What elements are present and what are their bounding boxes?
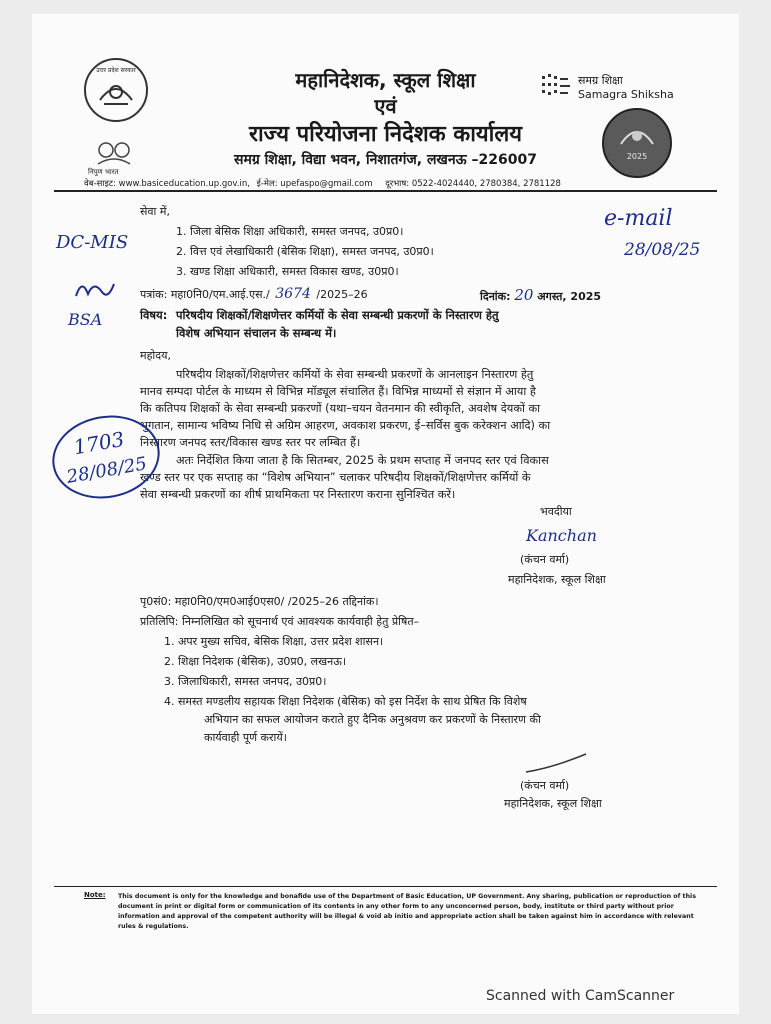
paragraph-1 [140, 366, 700, 451]
reference-line [140, 286, 368, 302]
copy-signer-name: (कंचन वर्मा) [520, 779, 570, 792]
contact-line [84, 178, 561, 189]
paragraph-line: भुगतान, सामान्य भविष्य निधि से अग्रिम आहरण, अवकाश प्रकरण, ई–सर्विस बुक करेक्शन आदि) का [140, 419, 551, 432]
footer-note-text: This document is only for the knowledge and bonafide use of the Department of Basic Education, UP Government. Any sharing, publication or reproduction of this document in print or digital form or communication of its contents in any other form to any unconcerned person, body, institute or third party without prior information and approval of the competent authority will be illegal & void ab initio and appropriate action shall be taken against him in accordance with relevant rules & regulations. [118, 893, 696, 930]
header-address: समग्र शिक्षा, विद्या भवन, निशातगंज, लखनऊ –226007 [234, 152, 537, 168]
copy-item-4-line: अभियान का सफल आयोजन कराते हुए दैनिक अनुश्रवण कर प्रकरणों के निस्तारण की [204, 713, 541, 726]
document-page [32, 14, 739, 1014]
paragraph-line: अतः निर्देशित किया जाता है कि सितम्बर, 2025 के प्रथम सप्ताह में जनपद स्तर एवं विकास [176, 454, 549, 467]
salutation: सेवा में, [140, 205, 170, 218]
signature: Kanchan [526, 526, 597, 545]
copy-item-4-line: कार्यवाही पूर्ण करायें। [204, 731, 287, 744]
samagra-shiksha-logo-hindi: समग्र शिक्षा [578, 74, 623, 87]
date-rest: अगस्त, 2025 [537, 290, 602, 303]
paragraph-line: परिषदीय शिक्षकों/शिक्षणेत्तर कर्मियों के सेवा सम्बन्धी प्रकरणों के आनलाइन निस्तारण हेतु [176, 368, 534, 381]
signer-title: महानिदेशक, स्कूल शिक्षा [508, 573, 606, 586]
samagra-shiksha-logo-english: Samagra Shiksha [578, 88, 674, 101]
paragraph-line: खण्ड स्तर पर एक सप्ताह का “विशेष अभियान” चलाकर परिषदीय शिक्षकों/शिक्षणेत्तर कर्मियों के [140, 471, 531, 484]
header-title-2: एवं [374, 94, 397, 118]
date-line [480, 286, 601, 304]
handwritten-date-day: 20 [514, 286, 534, 304]
subject-line-2: विशेष अभियान संचालन के सम्बन्ध में। [176, 326, 337, 340]
handwritten-date: 28/08/25 [624, 240, 701, 260]
letter-year: /2025–26 [316, 288, 368, 301]
handwritten-letter-number: 3674 [275, 286, 311, 302]
recipient-item: 3. खण्ड शिक्षा अधिकारी, समस्त विकास खण्ड, उ0प्र0। [176, 265, 399, 278]
signature-mark-icon [522, 752, 592, 776]
signer-name: (कंचन वर्मा) [520, 553, 570, 566]
copy-heading: प्रतिलिपि: निम्नलिखित को सूचनार्थ एवं आवश्यक कार्यवाही हेतु प्रेषित– [140, 615, 420, 628]
header-divider [54, 190, 717, 192]
subject-line-1: परिषदीय शिक्षकों/शिक्षणेत्तर कर्मियों के सेवा सम्बन्धी प्रकरणों के निस्तारण हेतु [176, 308, 499, 322]
badge-year: 2025 [626, 152, 648, 161]
recipient-item: 2. वित्त एवं लेखाधिकारी (बेसिक शिक्षा), समस्त जनपद, उ0प्र0। [176, 245, 434, 258]
greeting: महोदय, [140, 349, 171, 362]
receipt-date: 28/08/25 [65, 453, 149, 488]
closing: भवदीया [540, 505, 572, 518]
paragraph-2 [140, 452, 700, 503]
handwritten-email: e-mail [604, 206, 673, 231]
letter-number: पत्रांक: महा0नि0/एम.आई.एस./ [140, 288, 270, 301]
paragraph-line: मानव सम्पदा पोर्टल के माध्यम से विभिन्न मॉड्यूल संचालित हैं। विभिन्न माध्यमों से संज्ञान में आया है [140, 385, 536, 398]
event-badge [602, 108, 672, 178]
copy-item-4-line: 4. समस्त मण्डलीय सहायक शिक्षा निदेशक (बेसिक) को इस निर्देश के साथ प्रेषित कि विशेष [164, 695, 527, 708]
badge-icon [617, 120, 657, 148]
recipient-item: 1. जिला बेसिक शिक्षा अधिकारी, समस्त जनपद, उ0प्र0। [176, 225, 404, 238]
header-title-1: महानिदेशक, स्कूल शिक्षा [295, 68, 476, 92]
samagra-shiksha-icon [540, 72, 572, 100]
copy-item: 2. शिक्षा निदेशक (बेसिक), उ0प्र0, लखनऊ। [164, 655, 347, 668]
handwritten-initials-icon [72, 276, 118, 306]
nipun-bharat-caption: निपुण भारत [88, 168, 119, 176]
receipt-number: 1703 [71, 426, 127, 460]
copy-reference: पृ0सं0: महा0नि0/एम0आई0एस0/ /2025–26 तद्दिनांक। [140, 595, 379, 608]
copy-item: 1. अपर मुख्य सचिव, बेसिक शिक्षा, उत्तर प्रदेश शासन। [164, 635, 384, 648]
paragraph-line: कि कतिपय शिक्षकों के सेवा सम्बन्धी प्रकरणों (यथा–चयन वेतनमान की स्वीकृति, अवशेष देयकों का [140, 402, 541, 415]
paragraph-line: निस्तारण जनपद स्तर/विकास खण्ड स्तर पर लम्बित हैं। [140, 436, 361, 449]
copy-signer-title: महानिदेशक, स्कूल शिक्षा [504, 797, 602, 810]
handwritten-dc-mis: DC-MIS [56, 232, 129, 253]
emblem-text: उत्तर प्रदेश सरकार [96, 67, 136, 74]
footer-note-label: Note: [84, 891, 106, 899]
camscanner-watermark: Scanned with CamScanner [486, 988, 675, 1004]
email: ई-मेल: upefaspo@gmail.com [256, 179, 373, 189]
website: वेब-साइट: www.basiceducation.up.gov.in, [84, 179, 250, 189]
date-label: दिनांक: [480, 290, 511, 303]
subject-label: विषय: [140, 308, 168, 322]
handwritten-bsa: BSA [68, 310, 103, 329]
header-title-3: राज्य परियोजना निदेशक कार्यालय [248, 122, 523, 147]
paragraph-line: सेवा सम्बन्धी प्रकरणों का शीर्ष प्राथमिकता पर निस्तारण कराना सुनिश्चित करें। [140, 488, 456, 501]
footer-divider [54, 886, 717, 887]
phone: दूरभाष: 0522-4024440, 2780384, 2781128 [385, 179, 561, 189]
copy-item: 3. जिलाधिकारी, समस्त जनपद, उ0प्र0। [164, 675, 327, 688]
